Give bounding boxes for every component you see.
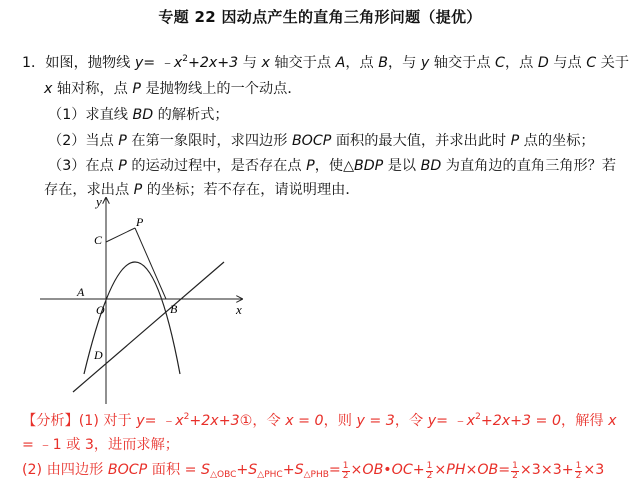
analysis-line-1: 【分析】(1) 对于 $y= ﹣x^2+2x+3①$，令 x = 0，则 y = 3，令 $y= ﹣x^2+2x+3 = 0$，解得 x (22, 412, 617, 429)
question-2: （2）当点 P 在第一象限时，求四边形 BOCP 面积的最大值，并求出此时 P 点的坐标； (48, 133, 595, 149)
label-b: B (170, 302, 178, 316)
analysis-line-2: = ﹣1 或 3，进而求解； (22, 437, 179, 453)
question-3-cont: 存在，求出点 P 的坐标；若不存在，请说明理由． (44, 182, 360, 198)
label-a: A (77, 285, 85, 299)
problem-line-2: x 轴对称，点 P 是抛物线上的一个动点． (44, 81, 302, 97)
label-y: y (96, 194, 102, 209)
analysis-tag: 【分析】 (22, 413, 79, 429)
fraction-half: $\frac{1}{2}$ (512, 461, 518, 481)
problem-line-1: 1．如图，抛物线 $y= ﹣x^2+2x+3$ 与 x 轴交于点 A，点 B，与 y 轴交于点 C，点 D 与点 C 关于 (22, 54, 630, 71)
fraction-half: $\frac{1}{2}$ (575, 461, 582, 481)
segment-cp (106, 228, 135, 242)
question-3: （3）在点 P 的运动过程中，是否存在点 P，使△BDP 是以 BD 为直角边的直角三角形？若 (48, 158, 617, 174)
label-x: x (236, 302, 242, 317)
page-title: 专题 22 因动点产生的直角三角形问题（提优） (158, 8, 482, 26)
line-bd (73, 262, 224, 392)
analysis-line-3: (2) 由四边形 BOCP 面积 = $S_{\triangle OBC}+S_{\triangle PHC}+S_{\triangle PHB}=$ $\frac{1}{2}$ ×OB•OC+ $\frac{1}{2}$ ×PH×OB= $\frac{1}{2}$ ×3×3+ $\frac{1}{2}$ ×3 (22, 461, 605, 481)
fraction-half: $\frac{1}{2}$ (426, 461, 433, 481)
label-o: O (96, 303, 105, 317)
label-c: C (94, 233, 103, 247)
label-d: D (94, 348, 103, 362)
problem-number: 1． (22, 55, 46, 71)
fraction-half: $\frac{1}{2}$ (342, 461, 349, 481)
question-1: （1）求直线 BD 的解析式； (48, 107, 229, 123)
parabola-figure (30, 192, 260, 407)
label-p: P (136, 215, 144, 229)
